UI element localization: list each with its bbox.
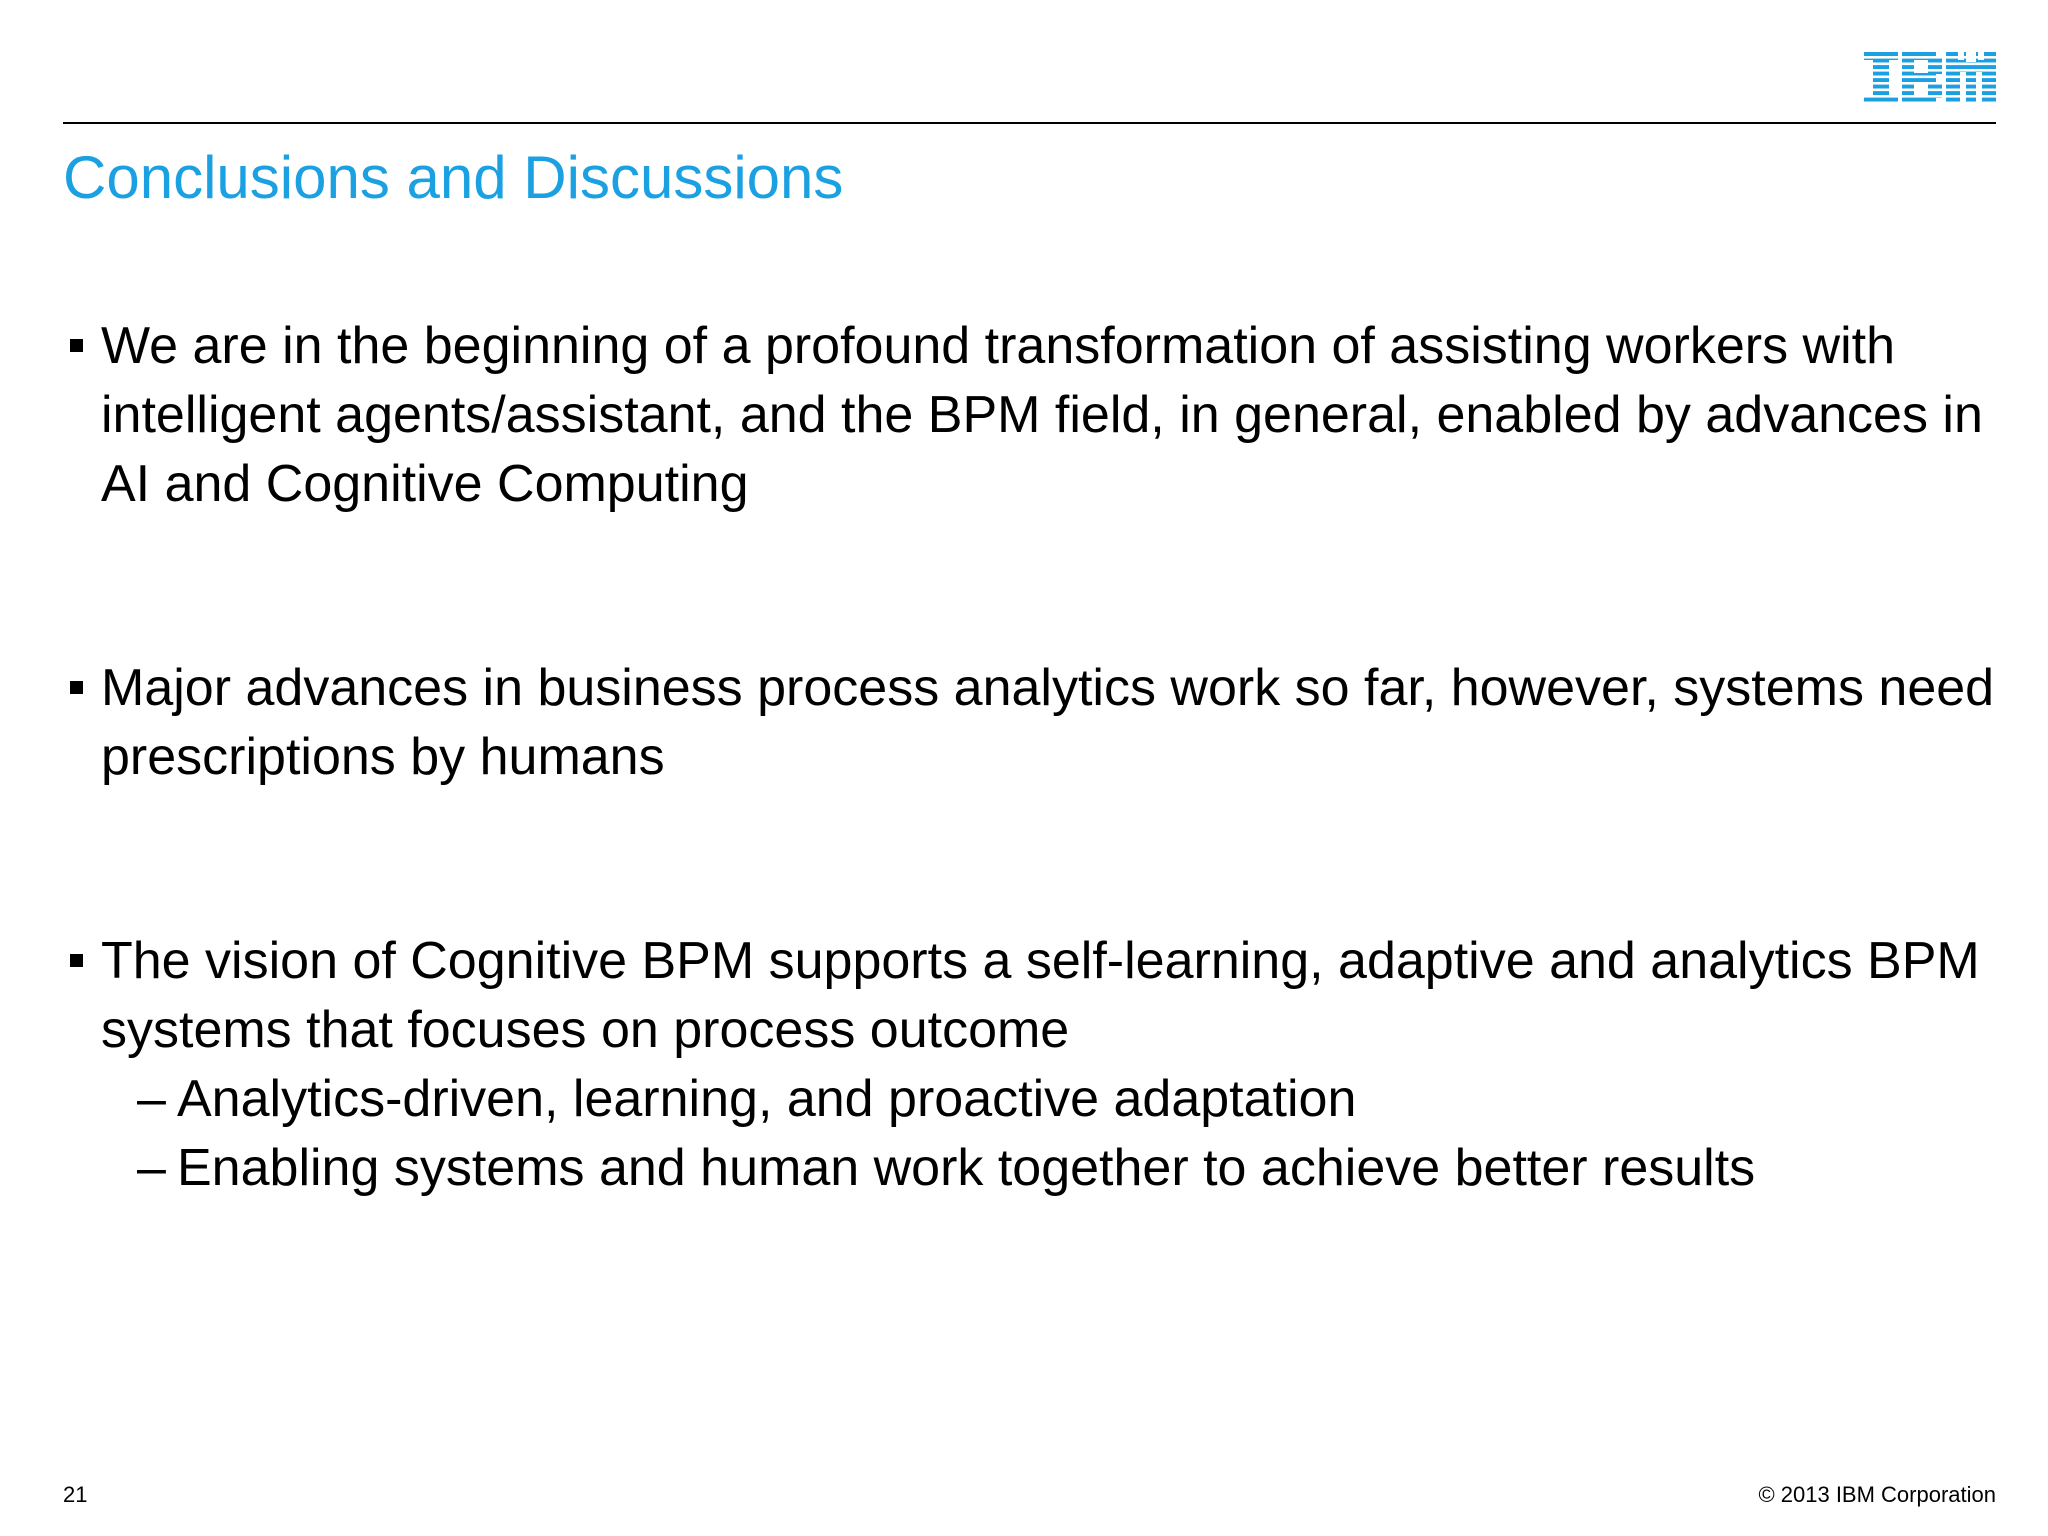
dash-bullet-icon: – [137,1070,166,1128]
square-bullet-icon [70,681,83,694]
ibm-logo [1864,52,1996,104]
bullet-text: We are in the beginning of a profound transformation of assisting workers with intelligent agents/assistant, and the BPM field, in general, enabled by advances in AI and Cognitive Computing [101,317,1983,513]
square-bullet-icon [70,954,83,967]
bullet-text: The vision of Cognitive BPM supports a self-learning, adaptive and analytics BPM systems that focuses on process outcome [101,932,1980,1059]
bullet-text: Major advances in business process analytics work so far, however, systems need prescriptions by humans [101,659,1995,786]
sub-bullet-list [101,1065,2003,1203]
sub-bullet-text: Enabling systems and human work together to achieve better results [177,1139,1756,1197]
copyright-notice: © 2013 IBM Corporation [1758,1482,1996,1507]
bullet-item [63,927,2003,1203]
page-number: 21 [63,1482,88,1507]
bullet-list [63,312,2003,1203]
sub-bullet-text: Analytics-driven, learning, and proactive adaptation [177,1070,1357,1128]
square-bullet-icon [70,339,83,352]
slide-title: Conclusions and Discussions [63,144,844,211]
bullet-item [63,312,2003,519]
sub-bullet-item [101,1065,2003,1134]
bullet-item [63,654,2003,792]
dash-bullet-icon: – [137,1139,166,1197]
header-rule [63,122,1996,124]
sub-bullet-item [101,1134,2003,1203]
